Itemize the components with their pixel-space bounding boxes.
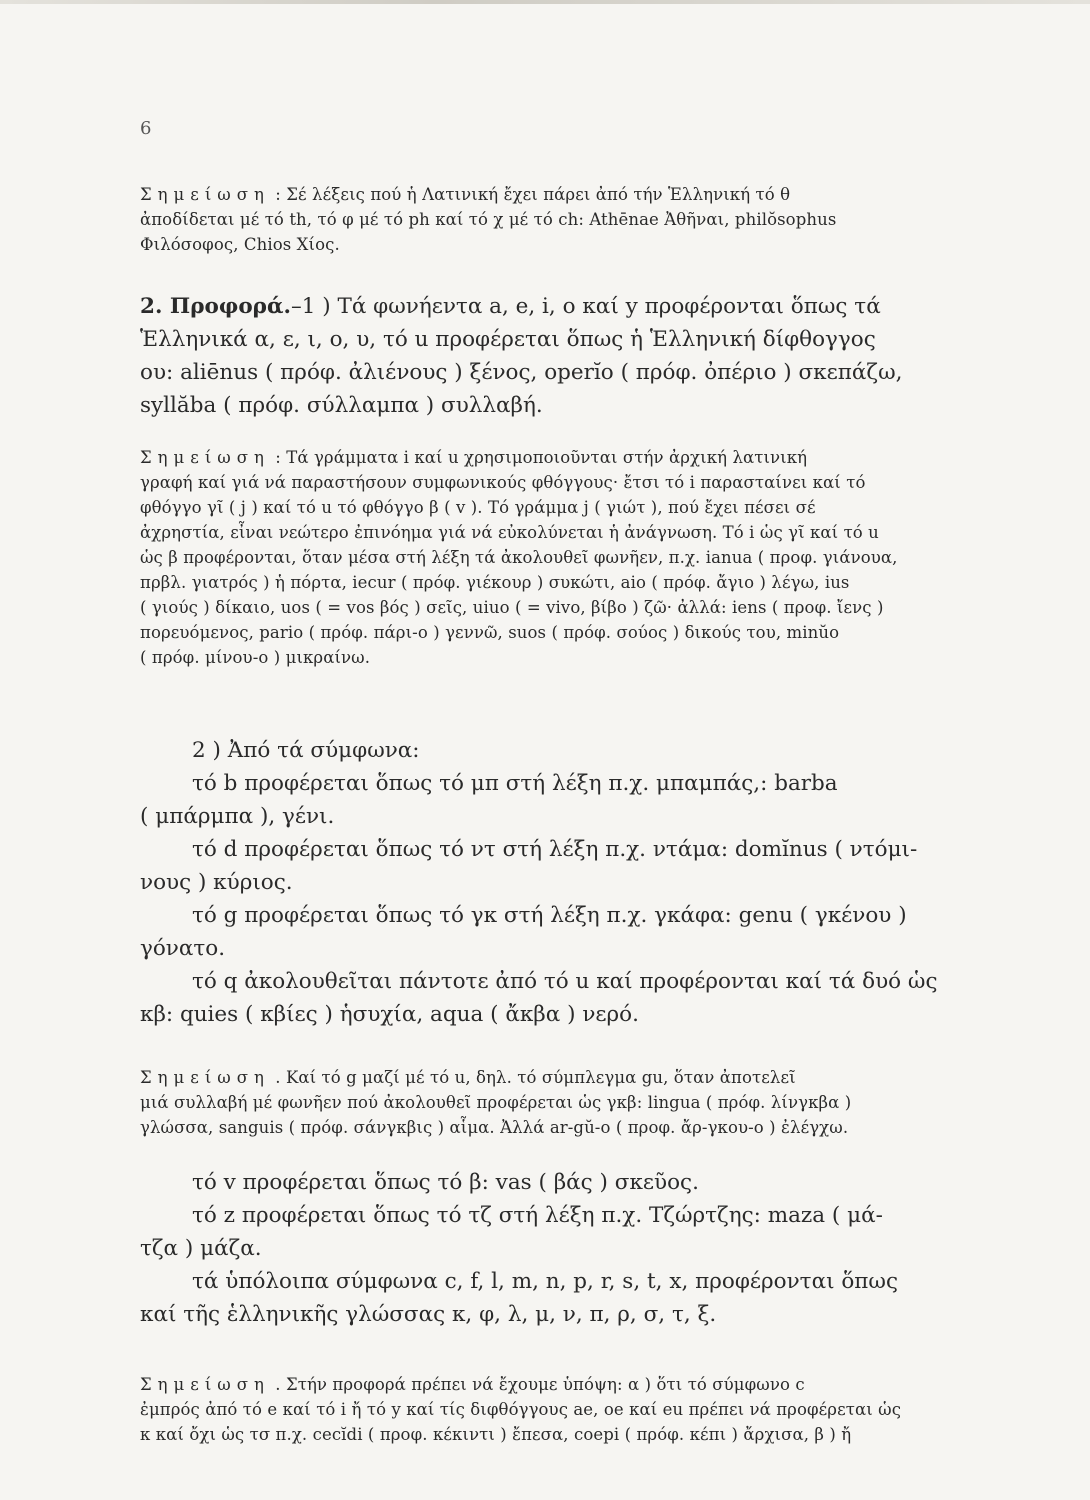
note-4 bbox=[140, 1372, 995, 1447]
paragraph-line: τό q ἀκολουθεῖται πάντοτε ἀπό τό u καί προφέρονται καί τά δυό ὡς bbox=[192, 969, 938, 994]
note-label: Σημείωση bbox=[140, 1375, 270, 1394]
paragraph-line: καί τῆς ἑλληνικῆς γλώσσας κ, φ, λ, μ, ν, π, ρ, σ, τ, ξ. bbox=[140, 1302, 717, 1327]
paragraph-line: syllăba ( πρόφ. σύλλαμπα ) συλλαβή. bbox=[140, 393, 543, 418]
note-1 bbox=[140, 182, 995, 257]
consonants-intro: 2 ) Ἀπό τά σύμφωνα: bbox=[192, 738, 420, 763]
note-line: ἀχρηστία, εἶναι νεώτερο ἐπινόημα γιά νά εὐκολύνεται ἡ ἀνάγνωση. Τό i ὡς γῖ καί τό u bbox=[140, 523, 879, 542]
note-line: Σημείωση : Τά γράμματα i καί u χρησιμοποιοῦνται στήν ἀρχική λατινική bbox=[140, 448, 808, 467]
note-line: μιά συλλαβή μέ φωνῆεν πού ἀκολουθεῖ προφέρεται ὡς γκβ: lingua ( πρόφ. λίνγκβα ) bbox=[140, 1093, 852, 1112]
note-line: ἐμπρός ἀπό τό e καί τό i ἤ τό y καί τίς διφθόγγους ae, oe καί eu πρέπει νά προφέρεται ὡς bbox=[140, 1400, 902, 1419]
note-line: Σημείωση . Στήν προφορά πρέπει νά ἔχουμε ὑπόψη: α ) ὅτι τό σύμφωνο c bbox=[140, 1375, 805, 1394]
paragraph-line: τό b προφέρεται ὅπως τό μπ στή λέξη π.χ. μπαμπάς,: barba bbox=[192, 771, 838, 796]
note-line: ὡς β προφέρονται, ὅταν μέσα στή λέξη τά ἀκολουθεῖ φωνῆεν, π.χ. ianua ( προφ. γιάνουα, bbox=[140, 548, 898, 567]
note-line: Σημείωση . Καί τό g μαζί μέ τό u, δηλ. τό σύμπλεγμα gu, ὅταν ἀποτελεῖ bbox=[140, 1068, 796, 1087]
paragraph-line: ου: aliēnus ( πρόφ. ἀλιένους ) ξένος, operĭo ( πρόφ. ὀπέριο ) σκεπάζω, bbox=[140, 360, 903, 385]
paragraph-line: τά ὑπόλοιπα σύμφωνα c, f, l, m, n, p, r, s, t, x, προφέρονται ὅπως bbox=[192, 1269, 898, 1294]
note-label: Σημείωση bbox=[140, 185, 270, 204]
section-consonants bbox=[140, 734, 995, 1031]
paragraph-line: τό g προφέρεται ὅπως τό γκ στή λέξη π.χ. γκάφα: genu ( γκένου ) bbox=[192, 903, 907, 928]
paragraph-line: τζα ) μάζα. bbox=[140, 1236, 262, 1261]
page-number: 6 bbox=[140, 118, 152, 139]
paragraph-line: γόνατο. bbox=[140, 936, 226, 961]
section-heading: 2. Προφορά. bbox=[140, 294, 291, 319]
section-consonants-2 bbox=[140, 1166, 995, 1331]
paragraph-line: κβ: quies ( κβίες ) ἡσυχία, aqua ( ἄκβα ) νερό. bbox=[140, 1002, 639, 1027]
note-line: Σημείωση : Σέ λέξεις πού ἡ Λατινική ἔχει πάρει ἀπό τήν Ἑλληνική τό θ bbox=[140, 185, 791, 204]
note-line: πορευόμενος, pario ( πρόφ. πάρι-ο ) γεννῶ, suos ( πρόφ. σούος ) δικούς του, minŭo bbox=[140, 623, 840, 642]
note-line: γλώσσα, sanguis ( πρόφ. σάνγκβις ) αἷμα. Ἀλλά ar-gŭ-o ( προφ. ἄρ-γκου-ο ) ἐλέγχω. bbox=[140, 1118, 849, 1137]
note-line: πρβλ. γιατρός ) ἡ πόρτα, iecur ( πρόφ. γιέκουρ ) συκώτι, aio ( πρόφ. ἄγιο ) λέγω, ius bbox=[140, 573, 850, 592]
note-3 bbox=[140, 1065, 995, 1140]
paragraph-line: Ἑλληνικά α, ε, ι, ο, υ, τό u προφέρεται ὅπως ἡ Ἑλληνική δίφθογγος bbox=[140, 327, 876, 352]
note-line: ( πρόφ. μίνου-ο ) μικραίνω. bbox=[140, 648, 371, 667]
note-2 bbox=[140, 445, 995, 670]
note-label: Σημείωση bbox=[140, 448, 270, 467]
paragraph-line: τό d προφέρεται ὅπως τό ντ στή λέξη π.χ. ντάμα: domĭnus ( ντόμι- bbox=[192, 837, 918, 862]
note-line: γραφή καί γιά νά παραστήσουν συμφωνικούς φθόγγους· ἔτσι τό i παρασταίνει καί τό bbox=[140, 473, 866, 492]
note-line: Φιλόσοφος, Chios Χίος. bbox=[140, 235, 340, 254]
paragraph-line: τό z προφέρεται ὅπως τό τζ στή λέξη π.χ. Τζώρτζης: maza ( μά- bbox=[192, 1203, 883, 1228]
section-heading-line: 2. Προφορά.–1 ) Τά φωνήεντα a, e, i, o καί y προφέρονται ὅπως τά bbox=[140, 294, 881, 319]
note-line: φθόγγο γῖ ( j ) καί τό u τό φθόγγο β ( v ). Τό γράμμα j ( γιώτ ), πού ἔχει πέσει σέ bbox=[140, 498, 816, 517]
paragraph-line: τό v προφέρεται ὅπως τό β: vas ( βάς ) σκεῦος. bbox=[192, 1170, 699, 1195]
note-line: κ καί ὄχι ὡς τσ π.χ. cecĭdi ( προφ. κέκιντι ) ἔπεσα, coepi ( πρόφ. κέπι ) ἄρχισα, β ) ἤ bbox=[140, 1425, 852, 1444]
note-line: ( γιούς ) δίκαιο, uos ( = vos βός ) σεῖς, uiuo ( = vivo, βίβο ) ζῶ· ἀλλά: iens ( προφ. ἴενς ) bbox=[140, 598, 884, 617]
note-label: Σημείωση bbox=[140, 1068, 270, 1087]
page-edge-shadow bbox=[0, 0, 1090, 4]
paragraph-line: νους ) κύριος. bbox=[140, 870, 293, 895]
note-line: ἀποδίδεται μέ τό th, τό φ μέ τό ph καί τό χ μέ τό ch: Athēnae Ἀθῆναι, philŏsophus bbox=[140, 210, 837, 229]
paragraph-line: ( μπάρμπα ), γένι. bbox=[140, 804, 335, 829]
section-pronunciation bbox=[140, 290, 995, 422]
